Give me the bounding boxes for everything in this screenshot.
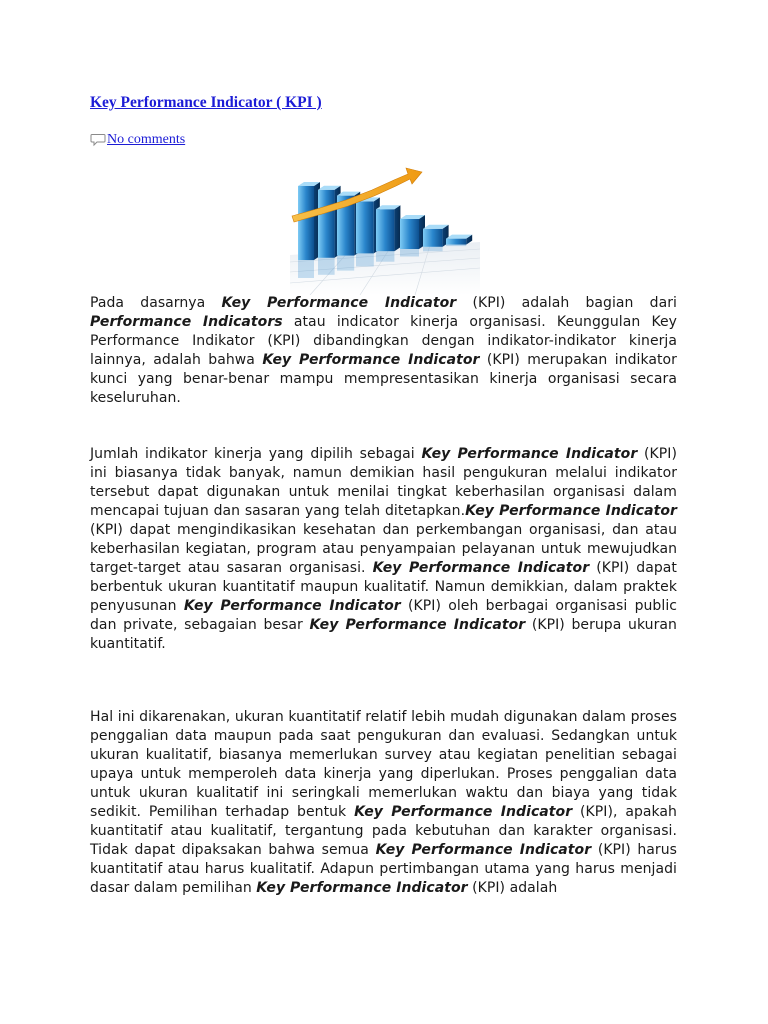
performance-indicators-term: Performance Indicators xyxy=(90,314,283,330)
chart-bar-reflection xyxy=(400,249,419,257)
chart-bar-reflection xyxy=(318,258,335,275)
chart-bar-reflection xyxy=(446,245,466,247)
kpi-term: Key Performance Indicator xyxy=(465,503,677,519)
kpi-term: Key Performance Indicator xyxy=(375,842,592,858)
chart-bar xyxy=(318,190,335,258)
kpi-term: Key Performance Indicator xyxy=(354,804,573,820)
chart-bar-reflection xyxy=(423,247,443,252)
comments-link[interactable]: No comments xyxy=(107,132,186,147)
chart-bar-reflection xyxy=(376,251,394,262)
comments-row xyxy=(90,131,185,149)
kpi-term: Key Performance Indicator xyxy=(183,598,401,614)
post-title-link[interactable]: Key Performance Indicator ( KPI ) xyxy=(90,94,322,111)
chart-bar xyxy=(400,219,419,249)
chart-bar xyxy=(446,239,466,245)
chart-bar-reflection xyxy=(356,253,374,266)
chart-bar-side xyxy=(394,205,400,251)
chart-bar xyxy=(423,229,443,247)
kpi-term: Key Performance Indicator xyxy=(256,880,468,896)
kpi-chart-illustration xyxy=(290,150,480,295)
chart-bar xyxy=(376,209,394,251)
kpi-term: Key Performance Indicator xyxy=(309,617,526,633)
chart-bar xyxy=(298,186,314,260)
chart-bar xyxy=(356,201,374,253)
speech-bubble-icon xyxy=(90,133,106,147)
kpi-term: Key Performance Indicator xyxy=(262,352,480,368)
chart-bar-reflection xyxy=(337,256,354,271)
kpi-term: Key Performance Indicator xyxy=(221,295,457,311)
paragraph-intro: Pada dasarnya Key Performance Indicator (KPI) adalah bagian dari Performance Indicators atau indicator kinerja organisasi. Keunggulan Key Performance Indikator (KPI) dibandingkan dengan indikator-indikator kinerja lainnya, adalah bahwa Key Performance Indicator (KPI) merupakan indikator kunci yang benar-benar mampu mempresentasikan kinerja organisasi secara keseluruhan. xyxy=(90,295,677,406)
paragraph-jumlah: Jumlah indikator kinerja yang dipilih sebagai Key Performance Indicator (KPI) ini biasanya tidak banyak, namun demikian hasil pengukuran melalui indikator tersebut dapat digunakan untuk menilai tingkat keberhasilan organisasi dalam mencapai tujuan dan sasaran yang telah ditetapkan.Key Performance Indicator (KPI) dapat mengindikasikan kesehatan dan perkembangan organisasi, dan atau keberhasilan kegiatan, program atau penyampaian pelayanan untuk mewujudkan target-target atau sasaran organisasi. Key Performance Indicator (KPI) dapat berbentuk ukuran kuantitatif maupun kualitatif. Namun demikkian, dalam praktek penyusunan Key Performance Indicator (KPI) oleh berbagai organisasi public dan private, sebagaian besar Key Performance Indicator (KPI) berupa ukuran kuantitatif. xyxy=(90,446,677,652)
kpi-term: Key Performance Indicator xyxy=(372,560,590,576)
kpi-term: Key Performance Indicator xyxy=(421,446,638,462)
paragraph-kuantitatif: Hal ini dikarenakan, ukuran kuantitatif relatif lebih mudah digunakan dalam proses penggalian data maupun pada saat pengukuran dan evaluasi. Sedangkan untuk ukuran kualitatif, biasanya memerlukan survey atau kegiatan penelitian sebagai upaya untuk memperoleh data kinerja yang diperlukan. Proses penggalian data untuk ukuran kualitatif ini seringkali memerlukan waktu dan biaya yang tidak sedikit. Pemilihan terhadap bentuk Key Performance Indicator (KPI), apakah kuantitatif atau kualitatif, tergantung pada kebutuhan dan karakter organisasi. Tidak dapat dipaksakan bahwa semua Key Performance Indicator (KPI) harus kuantitatif atau harus kualitatif. Adapun pertimbangan utama yang harus menjadi dasar dalam pemilihan Key Performance Indicator (KPI) adalah xyxy=(90,709,677,896)
chart-bar-reflection xyxy=(298,260,314,278)
